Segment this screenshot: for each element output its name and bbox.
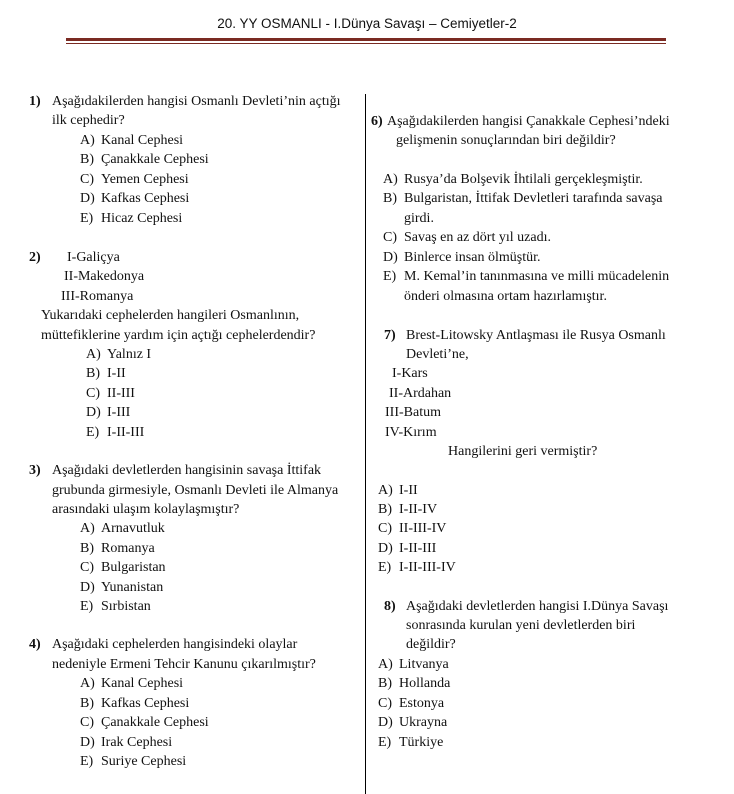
- option-b: B) I-II: [86, 366, 126, 381]
- question-number: 6): [371, 114, 383, 129]
- question-text: Devleti’ne,: [406, 347, 469, 362]
- option-c: C) Çanakkale Cephesi: [80, 715, 209, 730]
- question-number: 1): [29, 94, 41, 109]
- header-rule-thin: [66, 43, 666, 44]
- option-d: D) Irak Cephesi: [80, 735, 173, 750]
- question-number: 7): [384, 328, 396, 343]
- question-text: Yukarıdaki cephelerden hangileri Osmanlının,: [41, 308, 300, 323]
- page-title: 20. YY OSMANLI - I.Dünya Savaşı – Cemiyetler-2: [217, 16, 517, 31]
- option-c: C) Estonya: [378, 696, 445, 711]
- option-b: B) Kafkas Cephesi: [80, 696, 190, 711]
- option-e: E) Sırbistan: [80, 599, 151, 614]
- option-e: E) I-II-III-IV: [378, 560, 456, 575]
- option-e: E) Suriye Cephesi: [80, 754, 187, 769]
- question-text: Brest-Litowsky Antlaşması ile Rusya Osmanlı: [406, 328, 666, 343]
- option-d: D) Binlerce insan ölmüştür.: [383, 250, 541, 265]
- list-item: I-Galiçya: [67, 250, 120, 265]
- option-b-continued: girdi.: [404, 211, 434, 226]
- question-number: 2): [29, 250, 41, 265]
- option-a: A) Kanal Cephesi: [80, 133, 184, 148]
- option-a: A) I-II: [378, 483, 418, 498]
- option-d: D) Kafkas Cephesi: [80, 191, 190, 206]
- option-c: C) II-III-IV: [378, 521, 447, 536]
- option-a: A) Kanal Cephesi: [80, 676, 184, 691]
- option-c: C) Savaş en az dört yıl uzadı.: [383, 230, 551, 245]
- option-d: D) I-III: [86, 405, 131, 420]
- option-b: B) I-II-IV: [378, 502, 438, 517]
- list-item: II-Ardahan: [389, 386, 452, 401]
- question-text: ilk cephedir?: [52, 113, 125, 128]
- option-e: E) Hicaz Cephesi: [80, 211, 183, 226]
- column-divider: [365, 94, 366, 794]
- question-number: 4): [29, 637, 41, 652]
- question-text: gelişmenin sonuçlarından biri değildir?: [396, 133, 616, 148]
- option-e: E) M. Kemal’in tanınmasına ve milli mücadelenin: [383, 269, 670, 284]
- list-item: III-Batum: [385, 405, 441, 420]
- option-d: D) Yunanistan: [80, 580, 164, 595]
- question-number: 8): [384, 599, 396, 614]
- option-c: C) Yemen Cephesi: [80, 172, 189, 187]
- list-item: III-Romanya: [61, 289, 134, 304]
- option-b: B) Bulgaristan, İttifak Devletleri tarafında savaşa: [383, 191, 663, 206]
- question-text: Aşağıdaki devletlerden hangisi I.Dünya Savaşı: [406, 599, 669, 614]
- option-a: A) Litvanya: [378, 657, 449, 672]
- list-item: IV-Kırım: [385, 425, 437, 440]
- option-e-continued: önderi olmasına ortam hazırlamıştır.: [404, 289, 607, 304]
- option-a: A) Rusya’da Bolşevik İhtilali gerçekleşmiştir.: [383, 172, 643, 187]
- header-rule: [66, 38, 666, 41]
- option-e: E) Türkiye: [378, 735, 444, 750]
- question-number: 3): [29, 463, 41, 478]
- question-text: Aşağıdaki devletlerden hangisinin savaşa İttifak: [52, 463, 322, 478]
- list-item: I-Kars: [392, 366, 428, 381]
- option-d: D) Ukrayna: [378, 715, 448, 730]
- question-text: müttefiklerine yardım için açtığı cephelerdendir?: [41, 328, 316, 343]
- question-text: nedeniyle Ermeni Tehcir Kanunu çıkarılmıştır?: [52, 657, 316, 672]
- option-b: B) Çanakkale Cephesi: [80, 152, 209, 167]
- option-d: D) I-II-III: [378, 541, 437, 556]
- list-item: II-Makedonya: [64, 269, 145, 284]
- question-text: arasındaki ulaşım kolaylaşmıştır?: [52, 502, 240, 517]
- question-text: değildir?: [406, 637, 456, 652]
- question-text: Hangilerini geri vermiştir?: [448, 444, 598, 459]
- option-b: B) Hollanda: [378, 676, 451, 691]
- option-a: A) Yalnız I: [86, 347, 152, 362]
- question-text: Aşağıdaki cephelerden hangisindeki olaylar: [52, 637, 298, 652]
- option-c: C) Bulgaristan: [80, 560, 166, 575]
- option-e: E) I-II-III: [86, 425, 145, 440]
- question-text: Aşağıdakilerden hangisi Osmanlı Devleti’nin açtığı: [52, 94, 341, 109]
- question-text: sonrasında kurulan yeni devletlerden biri: [406, 618, 636, 633]
- question-text: Aşağıdakilerden hangisi Çanakkale Cephesi’ndeki: [387, 114, 670, 129]
- option-c: C) II-III: [86, 386, 135, 401]
- option-b: B) Romanya: [80, 541, 155, 556]
- option-a: A) Arnavutluk: [80, 521, 165, 536]
- question-text: grubunda girmesiyle, Osmanlı Devleti ile Almanya: [52, 483, 339, 498]
